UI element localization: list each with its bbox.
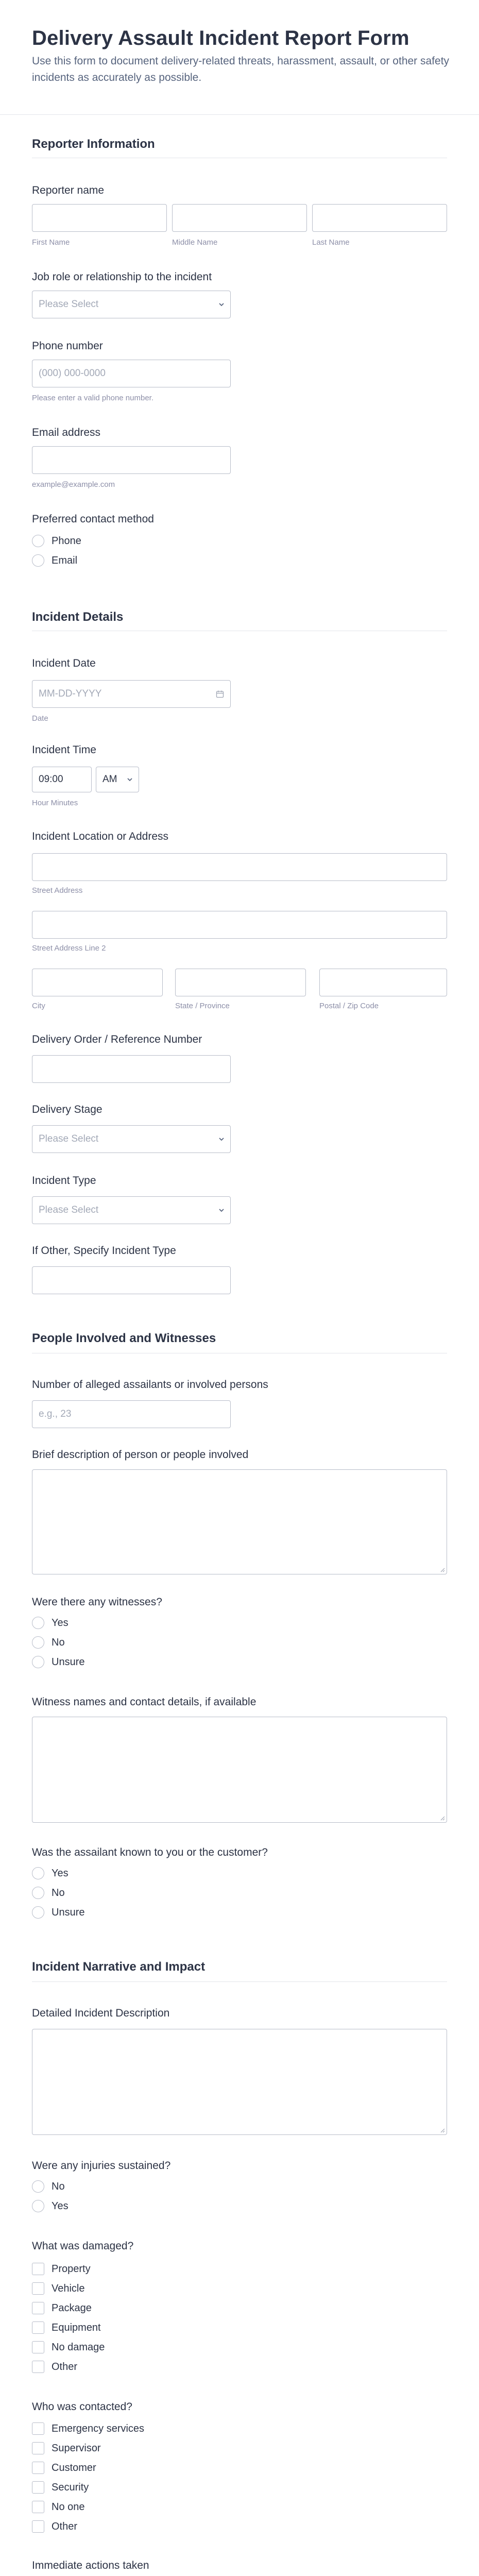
form-subtitle: Use this form to document delivery-related threats, harassment, assault, or other safety incidents as accurately as possible. (32, 55, 450, 83)
date-placeholder: MM-DD-YYYY (39, 688, 102, 699)
radio-button[interactable] (32, 554, 44, 567)
state-hint: State / Province (175, 1002, 230, 1010)
detailed-description-textarea[interactable] (32, 2029, 447, 2135)
checkbox-option-security[interactable] (32, 2480, 89, 2495)
checkbox[interactable] (32, 2282, 44, 2295)
street-address-2-hint: Street Address Line 2 (32, 944, 106, 953)
incident-date-label: Incident Date (32, 657, 96, 669)
contacted-question: Who was contacted? (32, 2401, 132, 2413)
checkbox[interactable] (32, 2501, 44, 2513)
email-hint: example@example.com (32, 480, 115, 489)
assailant-count-label: Number of alleged assailants or involved persons (32, 1379, 268, 1391)
checkbox-option-other[interactable] (32, 2360, 77, 2374)
checkbox[interactable] (32, 2263, 44, 2275)
radio-option-unsure[interactable] (32, 1655, 84, 1669)
postal-hint: Postal / Zip Code (319, 1002, 379, 1010)
witness-details-textarea[interactable] (32, 1717, 447, 1823)
resize-handle-icon[interactable] (439, 2127, 445, 2133)
radio-option-unsure[interactable] (32, 1905, 84, 1920)
checkbox-label: Vehicle (52, 2282, 85, 2294)
checkbox[interactable] (32, 2361, 44, 2373)
radio-option-no[interactable] (32, 1635, 65, 1650)
ampm-select[interactable] (96, 767, 139, 792)
header-divider (0, 114, 479, 115)
checkbox-label: Equipment (52, 2321, 101, 2333)
chevron-down-icon (126, 776, 133, 783)
ampm-value: AM (102, 774, 117, 785)
role-label: Job role or relationship to the incident (32, 271, 212, 283)
radio-button[interactable] (32, 1887, 44, 1899)
person-description-textarea[interactable] (32, 1469, 447, 1574)
radio-label: No (52, 1636, 65, 1648)
witness-question: Were there any witnesses? (32, 1596, 162, 1608)
radio-option-phone[interactable] (32, 534, 81, 548)
section-title-reporter: Reporter Information (32, 137, 155, 151)
other-type-label: If Other, Specify Incident Type (32, 1245, 176, 1257)
phone-hint: Please enter a valid phone number. (32, 394, 153, 402)
checkbox[interactable] (32, 2462, 44, 2474)
radio-button[interactable] (32, 1617, 44, 1629)
radio-label: Unsure (52, 1906, 85, 1918)
middle-name-input[interactable] (172, 204, 307, 232)
section-title-people: People Involved and Witnesses (32, 1331, 216, 1345)
contact-method-label: Preferred contact method (32, 513, 154, 525)
street-address-2-input[interactable] (32, 911, 447, 939)
checkbox-label: Package (52, 2302, 92, 2314)
radio-option-no[interactable] (32, 1886, 65, 1900)
type-select-value: Please Select (39, 1205, 99, 1215)
radio-label: Unsure (52, 1656, 85, 1668)
checkbox-label: Customer (52, 2462, 96, 2473)
checkbox[interactable] (32, 2520, 44, 2533)
checkbox-option-emergency[interactable] (32, 2421, 144, 2436)
phone-placeholder: (000) 000-0000 (39, 368, 106, 379)
first-name-sublabel: First Name (32, 238, 70, 247)
radio-button[interactable] (32, 2180, 44, 2193)
radio-option-yes[interactable] (32, 1866, 69, 1880)
radio-option-yes[interactable] (32, 1616, 69, 1630)
checkbox-label: Security (52, 2481, 89, 2493)
checkbox-option-customer[interactable] (32, 2461, 96, 2475)
radio-button[interactable] (32, 535, 44, 547)
radio-button[interactable] (32, 2200, 44, 2212)
resize-handle-icon[interactable] (439, 1566, 445, 1572)
witness-details-label: Witness names and contact details, if available (32, 1696, 256, 1708)
checkbox-option-equipment[interactable] (32, 2320, 101, 2335)
last-name-sublabel: Last Name (312, 238, 350, 247)
radio-button[interactable] (32, 1636, 44, 1649)
reporter-name-label: Reporter name (32, 184, 105, 196)
date-hint: Date (32, 714, 48, 723)
damaged-question: What was damaged? (32, 2240, 134, 2252)
checkbox[interactable] (32, 2302, 44, 2314)
checkbox-label: Other (52, 2361, 78, 2372)
calendar-icon[interactable] (216, 690, 224, 698)
resize-handle-icon[interactable] (439, 1815, 445, 1821)
radio-label: Yes (52, 2200, 69, 2212)
radio-label: Yes (52, 1867, 69, 1879)
chevron-down-icon (218, 301, 225, 308)
chevron-down-icon (218, 1207, 225, 1214)
role-select[interactable] (32, 291, 231, 318)
checkbox-label: Property (52, 2263, 91, 2275)
state-input[interactable] (175, 969, 306, 996)
checkbox-label: No damage (52, 2341, 105, 2353)
detailed-description-label: Detailed Incident Description (32, 2007, 170, 2019)
other-type-input[interactable] (32, 1266, 231, 1294)
radio-option-yes[interactable] (32, 2199, 69, 2213)
radio-label: Yes (52, 1617, 69, 1629)
radio-option-email[interactable] (32, 553, 77, 568)
checkbox-option-property[interactable] (32, 2262, 91, 2276)
incident-type-label: Incident Type (32, 1175, 96, 1187)
checkbox-option-supervisor[interactable] (32, 2441, 101, 2455)
radio-label: Email (52, 554, 78, 566)
checkbox-label: Other (52, 2520, 78, 2532)
section-divider (32, 1981, 447, 1982)
email-label: Email address (32, 427, 101, 438)
radio-label: No (52, 1887, 65, 1899)
checkbox-option-package[interactable] (32, 2301, 92, 2315)
radio-button[interactable] (32, 1867, 44, 1879)
checkbox-option-other[interactable] (32, 2519, 77, 2534)
person-description-label: Brief description of person or people involved (32, 1449, 249, 1461)
checkbox[interactable] (32, 2422, 44, 2435)
form-title: Delivery Assault Incident Report Form (32, 27, 409, 49)
incident-type-select[interactable] (32, 1196, 231, 1224)
order-ref-input[interactable] (32, 1055, 231, 1083)
phone-label: Phone number (32, 340, 103, 352)
radio-button[interactable] (32, 1656, 44, 1668)
actions-taken-label: Immediate actions taken (32, 2560, 149, 2571)
assailant-count-input[interactable] (32, 1400, 231, 1428)
street-address-hint: Street Address (32, 886, 83, 895)
section-title-narrative: Incident Narrative and Impact (32, 1960, 206, 1974)
delivery-stage-select[interactable] (32, 1125, 231, 1153)
delivery-stage-label: Delivery Stage (32, 1104, 102, 1115)
radio-label: No (52, 2180, 65, 2192)
first-name-input[interactable] (32, 204, 167, 232)
incident-time-label: Incident Time (32, 744, 96, 756)
city-hint: City (32, 1002, 45, 1010)
order-ref-label: Delivery Order / Reference Number (32, 1033, 202, 1045)
radio-button[interactable] (32, 1906, 44, 1919)
time-hint: Hour Minutes (32, 799, 78, 807)
checkbox-label: Supervisor (52, 2442, 101, 2454)
incident-time-input[interactable] (32, 767, 92, 792)
checkbox-option-vehicle[interactable] (32, 2281, 85, 2296)
stage-select-value: Please Select (39, 1133, 99, 1144)
postal-input[interactable] (319, 969, 447, 996)
section-title-incident: Incident Details (32, 610, 124, 624)
email-input[interactable] (32, 446, 231, 474)
city-input[interactable] (32, 969, 163, 996)
checkbox[interactable] (32, 2321, 44, 2334)
last-name-input[interactable] (312, 204, 447, 232)
checkbox[interactable] (32, 2341, 44, 2353)
injury-question: Were any injuries sustained? (32, 2160, 171, 2172)
checkbox-label: No one (52, 2501, 85, 2513)
street-address-input[interactable] (32, 853, 447, 881)
chevron-down-icon (218, 1136, 225, 1143)
checkbox-option-no-damage[interactable] (32, 2340, 105, 2354)
radio-option-no[interactable] (32, 2179, 65, 2194)
radio-label: Phone (52, 535, 81, 547)
incident-date-input[interactable] (32, 680, 231, 708)
checkbox[interactable] (32, 2442, 44, 2454)
checkbox[interactable] (32, 2481, 44, 2494)
count-placeholder: e.g., 23 (39, 1409, 72, 1419)
phone-input[interactable] (32, 360, 231, 387)
middle-name-sublabel: Middle Name (172, 238, 218, 247)
time-value: 09:00 (39, 774, 63, 785)
assailant-known-question: Was the assailant known to you or the customer? (32, 1846, 268, 1858)
role-select-value: Please Select (39, 299, 99, 310)
checkbox-option-no-one[interactable] (32, 2500, 85, 2514)
checkbox-label: Emergency services (52, 2422, 145, 2434)
location-label: Incident Location or Address (32, 831, 169, 842)
